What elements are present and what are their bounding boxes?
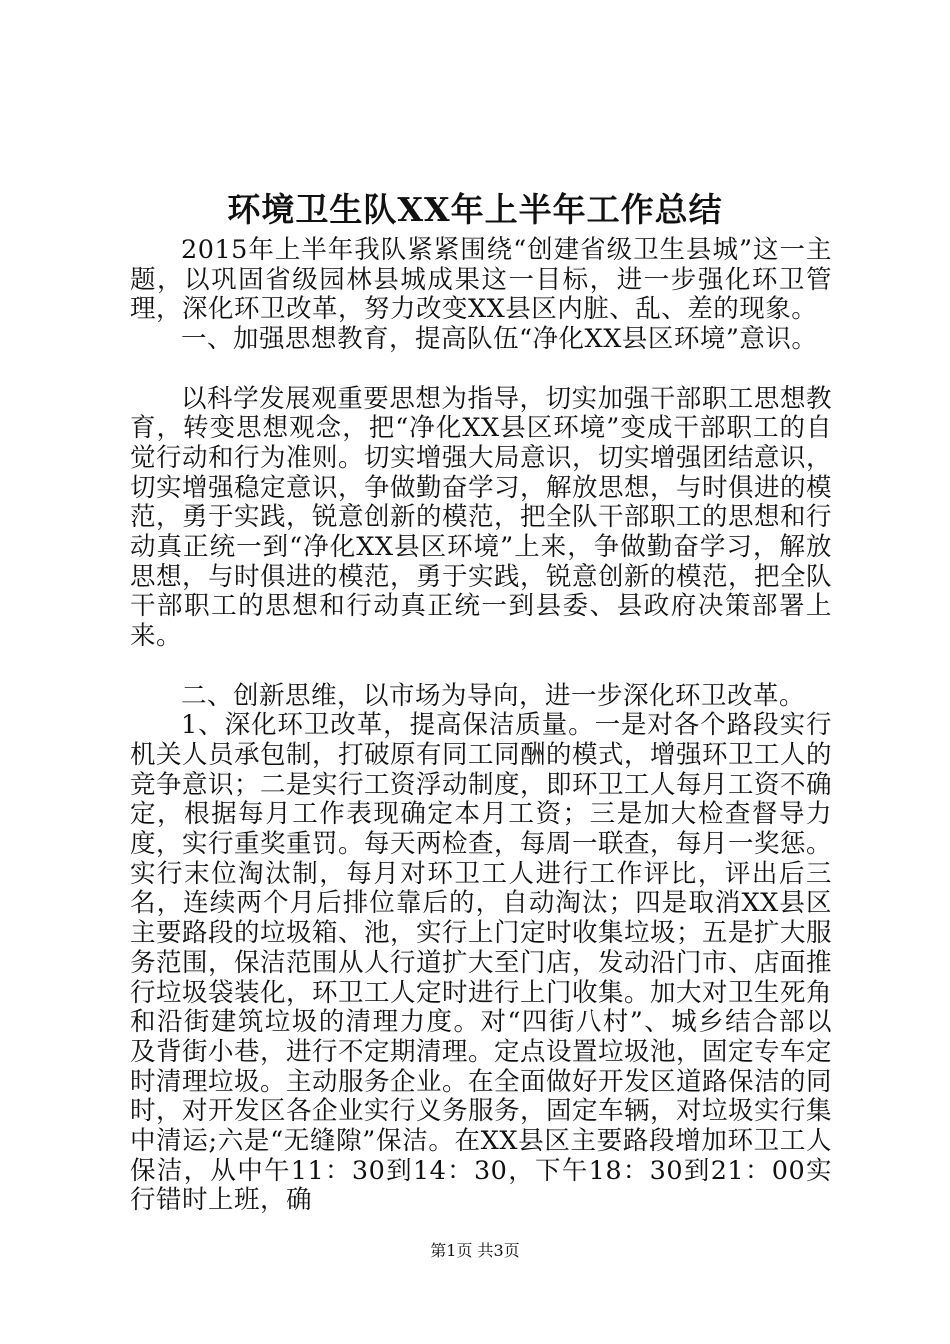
intro-paragraph: 2015年上半年我队紧紧围绕“创建省级卫生县城”这一主题，以巩固省级园林县城成果这一目标，进一步强化环卫管理，深化环卫改革，努力改变XX县区内脏、乱、差的现象。	[130, 235, 832, 325]
section-1-heading: 一、加强思想教育，提高队伍“净化XX县区环境”意识。	[181, 324, 818, 355]
section-2-body: 1、深化环卫改革，提高保洁质量。一是对各个路段实行机关人员承包制，打破原有同工同酬的模式，增强环卫工人的竞争意识；二是实行工资浮动制度，即环卫工人每月工资不确定，根据每月工作表现确定本月工资；三是加大检查督导力度，实行重奖重罚。每天两检查，每周一联查，每月一奖惩。实行末位淘汰制，每月对环卫工人进行工作评比，评出后三名，连续两个月后排位靠后的，自动淘汰；四是取消XX县区主要路段的垃圾箱、池，实行上门定时收集垃圾；五是扩大服务范围，保洁范围从人行道扩大至门店，发动沿门市、店面推行垃圾袋装化，环卫工人定时进行上门收集。加大对卫生死角和沿街建筑垃圾的清理力度。对“四街八村”、城乡结合部以及背街小巷，进行不定期清理。定点设置垃圾池，固定专车定时清理垃圾。主动服务企业。在全面做好开发区道路保洁的同时，对开发区各企业实行义务服务，固定车辆，对垃圾实行集中清运;六是“无缝隙”保洁。在XX县区主要路段增加环卫工人保洁，从中午11：30到14：30，下午18：30到21：00实行错时上班，确	[130, 710, 833, 1216]
document-title: 环境卫生队XX年上半年工作总结	[227, 190, 723, 229]
section-2-heading: 二、创新思维，以市场为导向，进一步深化环卫改革。	[181, 680, 806, 711]
document-body	[130, 236, 832, 1216]
page-footer: 第1页 共3页	[430, 1241, 520, 1260]
section-1-body: 以科学发展观重要思想为指导，切实加强干部职工思想教育，转变思想观念，把“净化XX县区环境”变成干部职工的自觉行动和行为准则。切实增强大局意识，切实增强团结意识，切实增强稳定意识，争做勤奋学习，解放思想，与时俱进的模范，勇于实践，锐意创新的模范，把全队干部职工的思想和行动真正统一到“净化XX县区环境”上来，争做勤奋学习，解放思想，与时俱进的模范，勇于实践，锐意创新的模范，把全队干部职工的思想和行动真正统一到县委、县政府决策部署上来。	[130, 383, 833, 652]
